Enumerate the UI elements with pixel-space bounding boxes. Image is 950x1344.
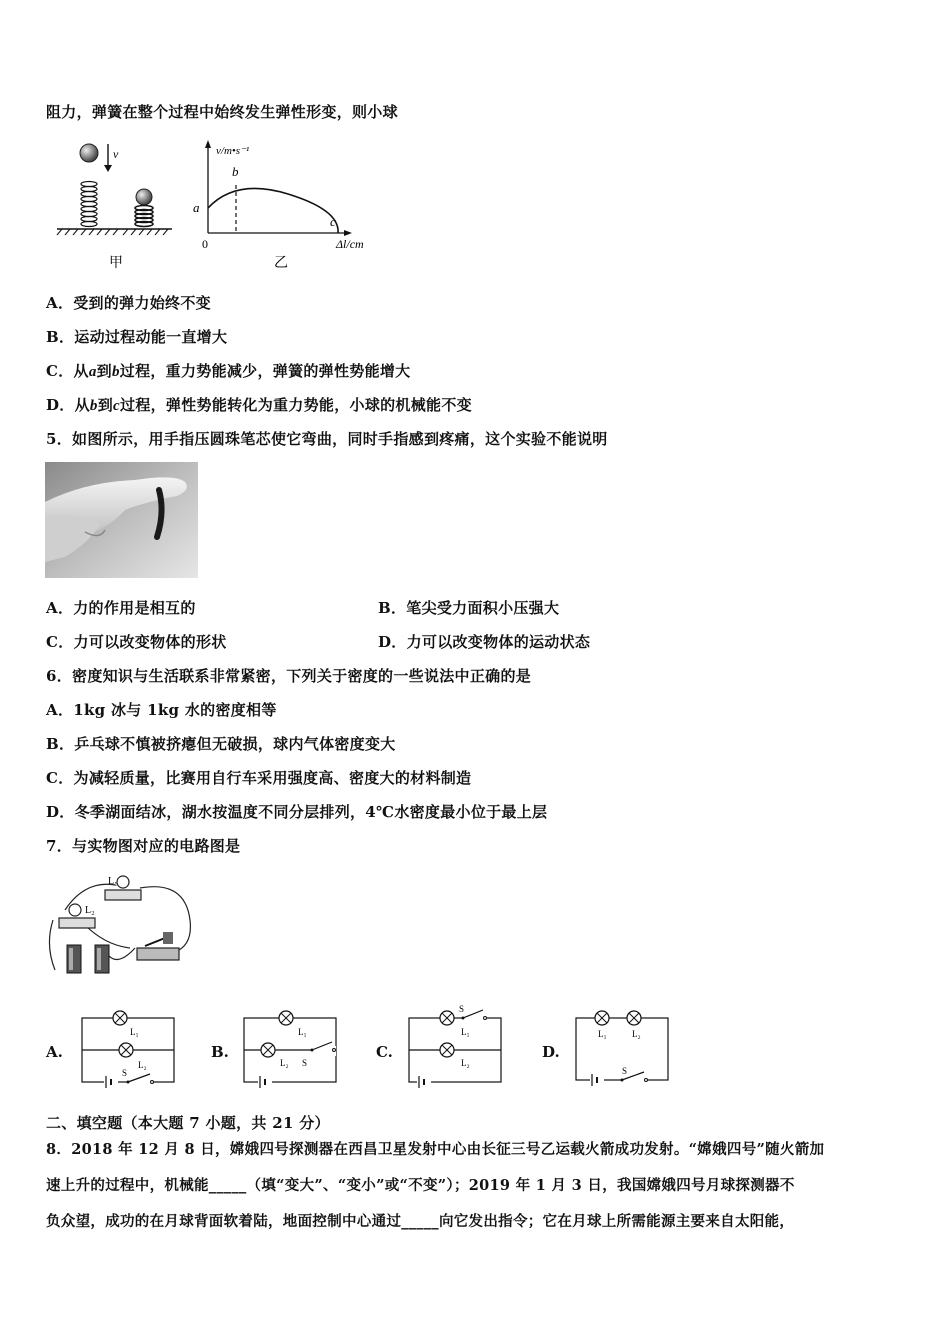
section-heading: 二、填空题（本大题 7 小题，共 21 分） [46,1114,330,1132]
q7-option-d-label: D. [542,1043,560,1061]
spring-ball-figure [52,138,182,273]
circuit-b-l1: L₁ [298,1027,307,1037]
q4-option-c: C．从a到b过程，重力势能减少，弹簧的弹性势能增大 [46,362,411,380]
q4-option-a: A．受到的弹力始终不变 [46,294,211,312]
circuit-c-l2: L₂ [461,1058,470,1068]
figure-caption-yi: 乙 [274,255,288,271]
circuit-d-s: S [622,1066,628,1076]
q5-option-c: C．力可以改变物体的形状 [46,633,227,651]
y-axis-label: v/m•s⁻¹ [216,145,250,157]
q4-option-d: D．从b到c过程，弹性势能转化为重力势能，小球的机械能不变 [46,396,472,414]
photo-label-l1: L₁ [108,876,118,887]
photo-label-l2: L₂ [85,905,95,916]
circuit-option-b [240,1010,342,1088]
circuit-c-s: S [459,1004,465,1014]
q8-line-1: 8．2018 年 12 月 8 日，嫦娥四号探测器在西昌卫星发射中心由长征三号乙运载火箭成功发射。“嫦娥四号”随火箭加 [46,1141,825,1158]
circuit-a-l2: L₂ [138,1060,147,1070]
q5-option-b: B．笔尖受力面积小压强大 [378,599,560,617]
q7-option-c-label: C. [376,1043,393,1061]
circuit-c-l1: L₁ [461,1027,470,1037]
point-c-label: c [330,214,336,229]
q7-option-a-label: A. [46,1043,63,1061]
q7-option-b-label: B. [211,1043,229,1061]
x-axis-label: Δl/cm [336,237,364,251]
q6-option-b: B．乒乓球不慎被挤瘪但无破损，球内气体密度变大 [46,735,396,753]
circuit-option-c [405,1003,507,1088]
origin-label: 0 [202,237,208,251]
circuit-option-a [78,1010,180,1088]
q5-option-a: A．力的作用是相互的 [46,599,196,617]
velocity-graph [188,138,388,273]
circuit-b-l2: L₂ [280,1058,289,1068]
q6-option-a: A．1kg 冰与 1kg 水的密度相等 [46,701,277,719]
q4-stem-tail: 阻力，弹簧在整个过程中始终发生弹性形变，则小球 [46,103,398,121]
circuit-d-l2: L₂ [632,1029,641,1039]
circuit-a-l1: L₁ [130,1027,139,1037]
circuit-d-l1: L₁ [598,1029,607,1039]
circuit-option-d [572,1008,674,1088]
velocity-label: v [113,147,119,161]
circuit-b-s: S [302,1058,308,1068]
finger-pen-photo [45,462,198,578]
q6-option-d: D．冬季湖面结冰，湖水按温度不同分层排列，4℃水密度最小位于最上层 [46,803,548,821]
point-b-label: b [232,164,239,179]
q5-option-d: D．力可以改变物体的运动状态 [378,633,591,651]
q8-line-3: 负众望，成功的在月球背面软着陆，地面控制中心通过_____向它发出指令；它在月球上所需能源主要来自太阳能， [46,1213,795,1230]
q7-stem: 7．与实物图对应的电路图是 [46,837,241,855]
q5-stem: 5．如图所示，用手指压圆珠笔芯使它弯曲，同时手指感到疼痛，这个实验不能说明 [46,430,608,448]
q6-stem: 6．密度知识与生活联系非常紧密，下列关于密度的一些说法中正确的是 [46,667,532,685]
q6-option-c: C．为减轻质量，比赛用自行车采用强度高、密度大的材料制造 [46,769,472,787]
q4-option-b: B．运动过程动能一直增大 [46,328,228,346]
figure-caption-jia: 甲 [109,255,123,271]
q8-line-2: 速上升的过程中，机械能_____（填“变大”、“变小”或“不变”）；2019 年 1 月 3 日，我国嫦娥四号月球探测器不 [46,1177,795,1194]
circuit-a-s: S [122,1068,128,1078]
point-a-label: a [193,200,200,215]
physical-circuit-photo [45,870,195,980]
